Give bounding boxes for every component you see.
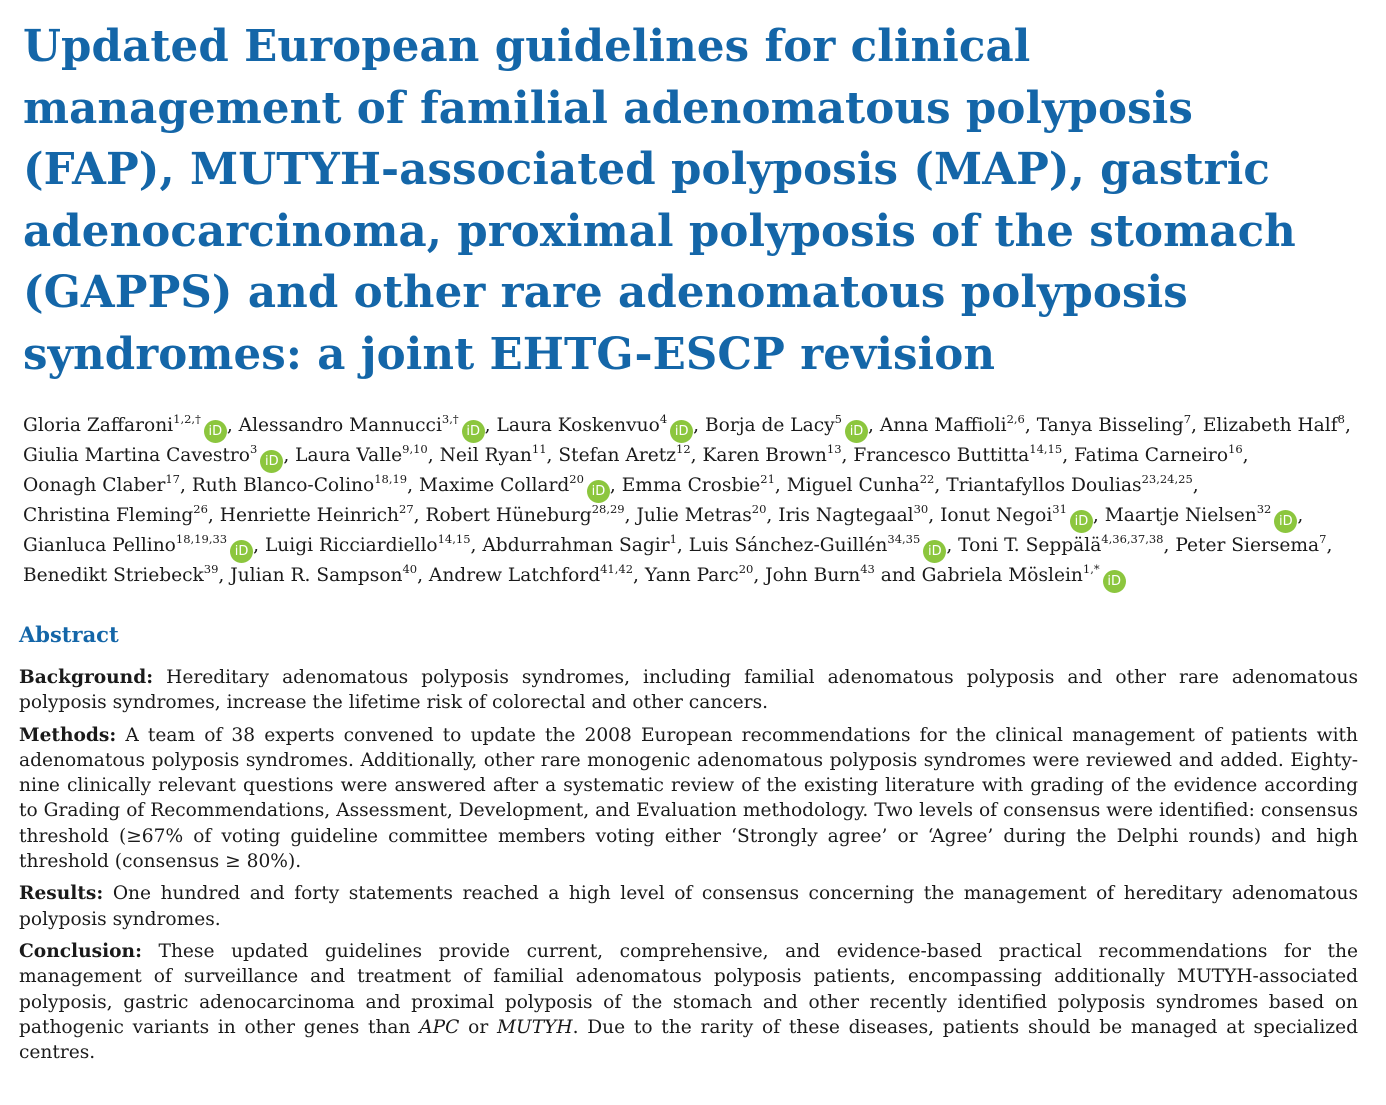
author-affiliation: 11 bbox=[531, 441, 547, 456]
background-text: Hereditary adenomatous polyposis syndromes, including familial adenomatous polyposis and other rare adenomatous polyposis syndromes, increase the lifetime risk of colorectal and other cancers. bbox=[19, 667, 1358, 714]
author-name: Francesco Buttitta bbox=[853, 445, 1030, 466]
abstract-heading: Abstract bbox=[19, 622, 119, 647]
author-name: Triantafyllos Doulias bbox=[946, 475, 1142, 496]
orcid-icon[interactable]: iD bbox=[230, 540, 253, 563]
author-affiliation: 16 bbox=[1228, 441, 1243, 456]
author-name: Maartje Nielsen bbox=[1104, 505, 1257, 526]
author-name: Luis Sánchez-Guillén bbox=[688, 535, 888, 556]
author-affiliation: 7 bbox=[1183, 411, 1192, 426]
author bbox=[702, 441, 842, 466]
orcid-icon[interactable]: iD bbox=[1274, 510, 1297, 533]
author-name: Neil Ryan bbox=[439, 445, 532, 466]
author-affiliation: 7 bbox=[1319, 531, 1327, 546]
author bbox=[191, 471, 408, 496]
orcid-icon[interactable]: iD bbox=[670, 420, 693, 443]
orcid-icon[interactable]: iD bbox=[587, 480, 610, 503]
author-name: Gloria Zaffaroni bbox=[23, 415, 174, 436]
author-affiliation: 5 bbox=[834, 411, 842, 426]
author-affiliation: 28,29 bbox=[591, 501, 625, 516]
author bbox=[558, 441, 691, 466]
author-name: Elizabeth Half bbox=[1202, 415, 1338, 436]
author-affiliation: 3 bbox=[249, 441, 258, 456]
author-name: Anna Maffioli bbox=[879, 415, 1007, 436]
author bbox=[1202, 411, 1345, 436]
author bbox=[958, 531, 1164, 556]
author-affiliation: 20 bbox=[738, 561, 754, 576]
author bbox=[688, 531, 947, 559]
author-affiliation: 27 bbox=[399, 501, 414, 516]
author bbox=[482, 531, 677, 556]
author-name: Henriette Heinrich bbox=[219, 505, 400, 526]
author bbox=[704, 411, 868, 439]
author bbox=[264, 531, 471, 556]
author-name: Stefan Aretz bbox=[558, 445, 677, 466]
background-label: Background: bbox=[19, 667, 154, 688]
author-affiliation: 4 bbox=[659, 411, 668, 426]
author bbox=[778, 501, 929, 526]
abstract-results bbox=[19, 881, 1358, 932]
results-text: One hundred and forty statements reached a high level of consensus concerning the management of hereditary adenomatous polyposis syndromes. bbox=[19, 883, 1358, 930]
author-affiliation: 26 bbox=[193, 501, 208, 516]
author-name: Fatima Carneiro bbox=[1074, 445, 1229, 466]
author-affiliation: 12 bbox=[676, 441, 691, 456]
conclusion-label: Conclusion: bbox=[19, 940, 142, 962]
author-name: Oonagh Claber bbox=[23, 475, 166, 496]
author-affiliation: 43 bbox=[860, 561, 875, 576]
author bbox=[1036, 411, 1192, 436]
author-name: Julie Metras bbox=[636, 505, 752, 526]
author bbox=[230, 561, 418, 586]
author bbox=[786, 471, 935, 496]
author-name: Gabriela Möslein bbox=[921, 565, 1083, 586]
author-affiliation: 13 bbox=[826, 441, 842, 456]
author-affiliation: 9,10 bbox=[402, 441, 428, 456]
author bbox=[621, 471, 775, 496]
author-name: Julian R. Sampson bbox=[230, 565, 403, 586]
gene-name: APC bbox=[419, 1016, 460, 1038]
author-affiliation: 17 bbox=[165, 471, 180, 486]
author bbox=[940, 501, 1093, 529]
author bbox=[219, 501, 414, 526]
author-name: Gianluca Pellino bbox=[23, 535, 176, 556]
author-name: Benedikt Striebeck bbox=[23, 565, 204, 586]
methods-text: A team of 38 experts convened to update the 2008 European recommendations for the clinical management of patients with adenomatous polyposis syndromes. Additionally, other rare monogenic adenomatous polyposis syndromes were reviewed and added. Eighty-nine clinically relevant questions were answered after a systematic review of the existing literature with grading of the evidence according to Grading of Recommendations, Assessment, Development, and Evaluation methodology. Two levels of consensus were identified: consensus threshold (≥67% of voting guideline committee members voting either ‘Strongly agree’ or ‘Agree’ during the Delphi rounds) and high threshold (consensus ≥ 80%). bbox=[19, 724, 1358, 873]
author-name: Karen Brown bbox=[702, 445, 827, 466]
author-name: Maxime Collard bbox=[418, 475, 570, 496]
author-name: Peter Siersema bbox=[1175, 535, 1320, 556]
abstract-background bbox=[19, 665, 1358, 716]
author-list: Gloria Zaffaroni$^{1,2,\dagger}$iD , Alessandro Mannucci$^{3,\dagger}$iD , Laura Koskenvuo$^4$iD , Borja de Lacy$^5$iD , Anna Maffioli$^{2,6}$, Tanya Bisseling$^7$, Elizabeth Half$^8$, Giulia Martina Cavestro$^3$iD , Laura Valle$^{9,10}$, Neil Ryan$^{11}$, Stefan Aretz$^{12}$, Karen Brown$^{13}$, Francesco Buttitta$^{14,15}$, Fatima Carneiro$^{16}$, Oonagh Claber$^{17}$, Ruth Blanco-Colino$^{18,19}$, Maxime Collard$^{20}$iD , Emma Crosbie$^{21}$, Miguel Cunha$^{22}$, Triantafyllos Doulias$^{23,24,25}$, Christina Fleming$^{26}$, Henriette Heinrich$^{27}$, Robert Hüneburg$^{28,29}$, Julie Metras$^{20}$, Iris Nagtegaal$^{30}$, Ionut Negoi$^{31}$iD , Maartje Nielsen$^{32}$iD , Gianluca Pellino$^{18,19,33}$iD , Luigi Ricciardiello$^{14,15}$, Abdurrahman Sagir$^1$, Luis Sánchez-Guillén$^{34,35}$iD , Toni T. Seppälä$^{4,36,37,38}$, Peter Siersema$^7$, Benedikt Striebeck$^{39}$, Julian R. Sampson$^{40}$, Andrew Latchford$^{41,42}$, Yann Parc$^{20}$, John Burn$^{43}$ and Gabriela Möslein$^{1,*}$iD bbox=[23, 413, 1358, 593]
author-name: Christina Fleming bbox=[23, 505, 194, 526]
author-affiliation: 20 bbox=[569, 471, 584, 486]
author bbox=[295, 441, 428, 466]
author-name: Yann Parc bbox=[644, 565, 739, 586]
author bbox=[425, 501, 625, 526]
author-affiliation: 34,35 bbox=[887, 531, 921, 546]
methods-label: Methods: bbox=[19, 724, 117, 746]
author bbox=[496, 411, 693, 439]
author-name: Ionut Negoi bbox=[940, 505, 1053, 526]
author-name: Laura Koskenvuo bbox=[496, 415, 660, 436]
author bbox=[946, 471, 1193, 496]
author-affiliation: 39 bbox=[203, 561, 219, 576]
author-affiliation: 1 bbox=[669, 531, 677, 546]
author-name: Miguel Cunha bbox=[786, 475, 920, 496]
results-label: Results: bbox=[19, 883, 104, 905]
author-affiliation: 40 bbox=[402, 561, 418, 576]
author bbox=[853, 441, 1063, 466]
author bbox=[418, 471, 610, 499]
author bbox=[428, 561, 634, 586]
author bbox=[23, 501, 208, 526]
author bbox=[921, 561, 1126, 589]
author-name: Andrew Latchford bbox=[428, 565, 601, 586]
author-name: Luigi Ricciardiello bbox=[264, 535, 438, 556]
author-affiliation: 2,6 bbox=[1006, 411, 1025, 426]
orcid-icon[interactable]: iD bbox=[1103, 570, 1126, 593]
author bbox=[23, 411, 227, 439]
author-name: Abdurrahman Sagir bbox=[482, 535, 670, 556]
author-name: Toni T. Seppälä bbox=[958, 535, 1102, 556]
author-affiliation: 20 bbox=[751, 501, 767, 516]
author bbox=[23, 531, 253, 559]
author-affiliation: 8 bbox=[1337, 411, 1345, 426]
author bbox=[879, 411, 1025, 436]
author bbox=[23, 471, 180, 496]
conclusion-text: These updated guidelines provide current, comprehensive, and evidence-based practical recommendations for the management of surveillance and treatment of familial adenomatous polyposis patients, encompassing additionally MUTYH-associated polyposis, gastric adenocarcinoma and proximal polyposis of the stomach and other recently identified polyposis syndromes based on pathogenic variants in other genes than APC or MUTYH. Due to the rarity of these diseases, patients should be managed at specialized centres. bbox=[19, 940, 1358, 1064]
author bbox=[1104, 501, 1298, 529]
author bbox=[644, 561, 754, 586]
orcid-icon[interactable]: iD bbox=[462, 420, 485, 443]
abstract-methods bbox=[19, 723, 1358, 875]
author-affiliation: 30 bbox=[913, 501, 929, 516]
author-name: Tanya Bisseling bbox=[1036, 415, 1184, 436]
author-affiliation: 18,19 bbox=[374, 471, 408, 486]
author-affiliation: 1,* bbox=[1082, 561, 1100, 576]
author-affiliation: 32 bbox=[1256, 501, 1272, 516]
author-name: Iris Nagtegaal bbox=[778, 505, 914, 526]
orcid-icon[interactable]: iD bbox=[923, 540, 946, 563]
article-title: Updated European guidelines for clinical management of familial adenomatous polyposis (FAP), MUTYH-associated polyposis (MAP), gastric adenocarcinoma, proximal polyposis of the stomach (GAPPS) and other rare adenomatous polyposis syndromes: a joint EHTG-ESCP revision bbox=[23, 21, 1296, 380]
orcid-icon[interactable]: iD bbox=[845, 420, 868, 443]
author-affiliation: 23,24,25 bbox=[1141, 471, 1193, 486]
author-affiliation: 31 bbox=[1052, 501, 1067, 516]
gene-name: MUTYH bbox=[496, 1016, 573, 1038]
author bbox=[765, 561, 875, 586]
author-name: Giulia Martina Cavestro bbox=[23, 445, 250, 466]
author-affiliation: 21 bbox=[760, 471, 775, 486]
orcid-icon[interactable]: iD bbox=[1070, 510, 1093, 533]
author-name: John Burn bbox=[765, 565, 861, 586]
author bbox=[1175, 531, 1327, 556]
author-name: Emma Crosbie bbox=[621, 475, 761, 496]
author-name: Alessandro Mannucci bbox=[238, 415, 442, 436]
author-affiliation: 18,19,33 bbox=[175, 531, 228, 546]
author bbox=[636, 501, 767, 526]
author-name: Ruth Blanco-Colino bbox=[191, 475, 375, 496]
author bbox=[23, 441, 283, 469]
author bbox=[23, 561, 219, 586]
author bbox=[238, 411, 485, 439]
author-affiliation: 3,† bbox=[441, 411, 459, 426]
author-affiliation: 14,15 bbox=[1029, 441, 1063, 456]
author-affiliation: 14,15 bbox=[437, 531, 471, 546]
author-affiliation: 22 bbox=[919, 471, 935, 486]
author-name: Robert Hüneburg bbox=[425, 505, 592, 526]
author-affiliation: 41,42 bbox=[600, 561, 634, 576]
orcid-icon[interactable]: iD bbox=[204, 420, 227, 443]
author-affiliation: 1,2,† bbox=[173, 411, 201, 426]
abstract-conclusion bbox=[19, 939, 1358, 1065]
author bbox=[1074, 441, 1243, 466]
author-name: Borja de Lacy bbox=[704, 415, 835, 436]
author bbox=[439, 441, 547, 466]
orcid-icon[interactable]: iD bbox=[260, 450, 283, 473]
author-affiliation: 4,36,37,38 bbox=[1101, 531, 1164, 546]
author-name: Laura Valle bbox=[295, 445, 403, 466]
abstract-body bbox=[19, 665, 1358, 1065]
